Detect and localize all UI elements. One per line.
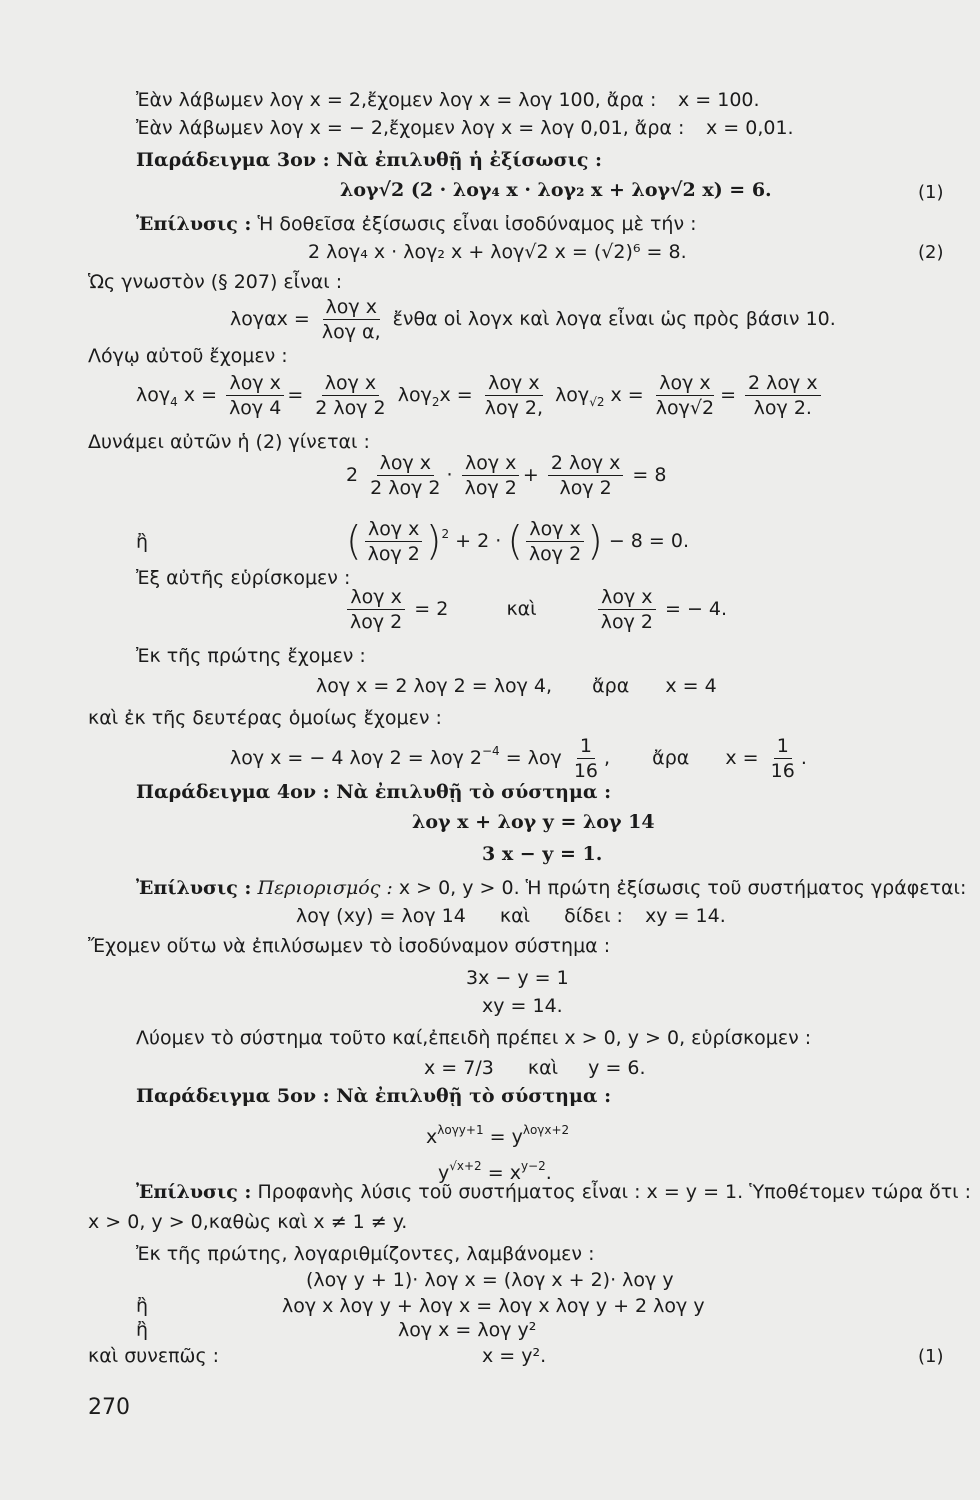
exponent: λογx+2: [522, 1123, 570, 1137]
statement: x > 0, y > 0,καθὼς καὶ x ≠ 1 ≠ y.: [88, 1211, 408, 1233]
equation: [230, 294, 836, 344]
numerator: λογ x: [347, 586, 404, 610]
numerator: λογ x: [323, 296, 380, 320]
conjunction: καὶ: [527, 1057, 559, 1079]
conjunction: ἢ: [136, 531, 149, 553]
statement: Λόγῳ αὐτοῦ ἔχομεν :: [88, 345, 288, 367]
equation-text: (λογ y + 1)· λογ x = (λογ x + 2)· λογ y: [306, 1269, 674, 1291]
equation-number: [918, 242, 944, 263]
result-value: x = 100.: [678, 89, 760, 111]
base: y: [438, 1162, 450, 1184]
statement: Ἐὰν λάβωμεν λογ x = − 2,ἔχομεν λογ x = λογ 0,01, ἄρα :: [136, 117, 685, 139]
equation: [344, 584, 727, 634]
statement: Ἐὰν λάβωμεν λογ x = 2,ἔχομεν λογ x = λογ 100, ἄρα :: [136, 89, 657, 111]
base: x: [426, 1126, 438, 1148]
exponent: y−2: [520, 1159, 546, 1173]
equation-number-text: (1): [918, 1346, 944, 1367]
text-line: [88, 1344, 219, 1368]
text-line: [136, 88, 656, 112]
equation-text: = x: [487, 1162, 521, 1184]
conjunction: ἄρα: [592, 675, 630, 697]
denominator: λογ 2: [464, 477, 517, 499]
heading-text: Παράδειγμα 3ον : Νὰ ἐπιλυθῇ ἡ ἐξίσωσις :: [136, 149, 603, 171]
equation-text: λογ x = 2 λογ 2 = λογ 4,: [316, 675, 553, 697]
solution-label: Ἐπίλυσις :: [136, 1181, 252, 1203]
conjunction: καὶ: [499, 905, 531, 927]
text-line: [136, 1026, 811, 1050]
denominator: 2 λογ 2: [315, 397, 386, 419]
fraction: [365, 518, 423, 565]
log2-label: λογ$_2$x =: [397, 384, 473, 409]
equation-text: 3 x − y = 1.: [482, 843, 603, 865]
text-line: [88, 934, 610, 958]
exponent: λογy+1: [437, 1123, 484, 1137]
fraction: [526, 518, 584, 565]
equation: [340, 178, 772, 202]
fraction: [768, 735, 798, 782]
equation: [424, 1056, 646, 1080]
text-line: [136, 644, 366, 668]
exponent: −4: [481, 744, 500, 758]
equation: [282, 1294, 705, 1318]
equation: [426, 1118, 569, 1149]
fraction: [312, 372, 388, 419]
paren-open: (: [507, 518, 523, 565]
text-line: [136, 1180, 971, 1204]
equation: [466, 966, 569, 990]
equation-text: x = 7/3: [424, 1057, 494, 1079]
fraction: [462, 452, 520, 499]
denominator: 16: [573, 760, 599, 782]
numerator: λογ x: [485, 372, 542, 396]
result-value: x = 0,01.: [706, 117, 794, 139]
text-line: [136, 876, 966, 900]
text-line: [136, 1242, 594, 1266]
equation-text: = λογ: [505, 747, 562, 769]
equation: λογ x = − 4 λογ 2 = λογ $2^{-4} = \lambda o\gamma$ $\frac{1}{16}$ , ἄρα x = $\frac{1}{16}$ .: [230, 735, 807, 782]
equation: [412, 810, 655, 834]
equation-text: xy = 14.: [482, 995, 563, 1017]
example-heading: [136, 780, 611, 804]
numerator: 2 λογ x: [745, 372, 821, 396]
fraction: [745, 372, 821, 419]
paren-close: ): [587, 518, 603, 565]
equation: [296, 904, 726, 928]
equation-text: λογ√2 (2 · λογ₄ x · λογ₂ x + λογ√2 x) = 6.: [340, 179, 772, 201]
equation: [316, 674, 717, 698]
equation-text: 2 λογ₄ x · λογ₂ x + λογ√2 x = (√2)⁶ = 8.: [308, 241, 687, 263]
denominator: 2 λογ 2: [370, 477, 441, 499]
text-line: [136, 566, 350, 590]
exponent: √x+2: [449, 1159, 482, 1173]
fraction: [367, 452, 443, 499]
denominator: λογ 2: [367, 543, 420, 565]
solution-label: Ἐπίλυσις :: [136, 213, 252, 235]
page-number-text: 270: [88, 1395, 130, 1420]
denominator: λογ 2: [559, 477, 612, 499]
conjunction: δίδει :: [564, 905, 623, 927]
equation: [306, 1268, 674, 1292]
equation-text: x = y².: [482, 1345, 547, 1367]
equation-text: λογ x = − 4 λογ 2 = λογ 2: [230, 747, 482, 769]
conjunction: καὶ: [506, 598, 537, 620]
equation-rhs: = 8: [632, 464, 667, 486]
statement: Ὡς γνωστὸν (§ 207) εἶναι :: [88, 271, 343, 293]
or-word: [136, 1318, 148, 1342]
equation: [308, 240, 687, 264]
fraction: [482, 372, 546, 419]
text-line: [88, 270, 342, 294]
equation-rhs: = 2: [414, 598, 449, 620]
denominator: λογ 2,: [484, 397, 544, 419]
statement: Ἔχομεν οὕτω νὰ ἐπιλύσωμεν τὸ ἰσοδύναμον σύστημα :: [88, 935, 611, 957]
numerator: λογ x: [526, 518, 583, 542]
equation: [398, 1318, 536, 1342]
equation: ( $\frac{\text{λογ x}}{\text{λογ 2}}$ )$^2$ + 2 · ( $\frac{\text{λογ x}}{\text{λογ 2}}$ ) − 8 = 0.: [346, 518, 690, 565]
equation: λογ$_4$ x = $\frac{\text{λογ x}}{\text{λογ 4}}$ = $\frac{\text{λογ x}}{\text{2 λογ 2}}$ λογ$_2$x = $\frac{\text{λογ x}}{\text{λογ 2,}}$ λογ$_{√2}$ x = $\frac{\text{λογ x}}{\text{λογ√2}}$ = $\frac{\text{2 λογ x}}{\text{λογ 2.}}$: [136, 370, 824, 427]
solution-text: Προφανὴς λύσις τοῦ συστήματος εἶναι : x = y = 1. Ὑποθέτομεν τώρα ὅτι :: [257, 1181, 972, 1203]
result: [678, 88, 760, 112]
equation: [482, 842, 602, 866]
fraction: [319, 296, 384, 343]
solution-text: x > 0, y > 0. Ἡ πρώτη ἐξίσωσις τοῦ συστήματος γράφεται:: [398, 877, 967, 899]
text-line: [88, 1210, 407, 1234]
fraction: [571, 735, 601, 782]
equation-text: λογ (xy) = λογ 14: [296, 905, 466, 927]
numerator: λογ x: [656, 372, 713, 396]
fraction: [347, 586, 405, 633]
paren-close: ): [425, 518, 442, 565]
numerator: λογ x: [365, 518, 422, 542]
solution-text: Ἡ δοθεῖσα ἐξίσωσις εἶναι ἰσοδύναμος μὲ τήν :: [257, 213, 697, 235]
numerator: λογ x: [462, 452, 519, 476]
equation-text: λογ x = λογ y²: [398, 1319, 537, 1341]
conjunction: ἢ: [136, 1295, 149, 1317]
denominator: λογ 2: [350, 611, 403, 633]
statement: Δυνάμει αὐτῶν ἡ (2) γίνεται :: [88, 431, 370, 453]
conjunction: ἢ: [136, 1319, 149, 1341]
denominator: λογ√2: [655, 397, 715, 419]
example-heading: [136, 1084, 611, 1108]
formula-lhs: λογαx =: [230, 308, 310, 330]
equation-number-text: (2): [918, 242, 944, 263]
text-line: [88, 344, 288, 368]
fraction: [598, 586, 656, 633]
page-number: [88, 1394, 130, 1422]
text-line: [136, 116, 684, 140]
equation-result: x = 4: [665, 675, 717, 697]
denominator: λογ 4: [229, 397, 282, 419]
denominator: λογ α,: [321, 321, 381, 343]
numerator: 1: [774, 735, 792, 759]
equation-text: 3x − y = 1: [466, 967, 569, 989]
numerator: λογ x: [377, 452, 434, 476]
or-word: [136, 1294, 148, 1318]
numerator: 2 λογ x: [548, 452, 624, 476]
denominator: 16: [770, 760, 795, 782]
text-line: [136, 212, 697, 236]
statement: Ἐξ αὐτῆς εὑρίσκομεν :: [136, 567, 351, 589]
equation-number: [918, 1346, 944, 1367]
paren-open: (: [346, 518, 362, 565]
equation-text: x =: [725, 747, 759, 769]
fraction: [653, 372, 717, 419]
conjunction: ἄρα: [652, 747, 690, 769]
statement: Ἐκ τῆς πρώτης ἔχομεν :: [136, 645, 366, 667]
equation-text: = y: [489, 1126, 523, 1148]
solution-label: Ἐπίλυσις :: [136, 877, 252, 899]
statement: καὶ συνεπῶς :: [88, 1345, 220, 1367]
or-word: [136, 530, 148, 554]
numerator: λογ x: [598, 586, 655, 610]
equation: 2 $\frac{\text{λογ x}}{\text{2 λογ 2}}$ · $\frac{\text{λογ x}}{\text{λογ 2}}$ + $\frac{\text{2 λογ x}}{\text{λογ 2}}$ = 8: [346, 452, 667, 499]
denominator: λογ 2.: [753, 397, 812, 419]
result: [706, 116, 794, 140]
numerator: λογ x: [322, 372, 379, 396]
heading-text: Παράδειγμα 5ον : Νὰ ἐπιλυθῇ τὸ σύστημα :: [136, 1085, 612, 1107]
equation-result: y = 6.: [588, 1057, 646, 1079]
example-heading: [136, 148, 602, 172]
equation-text: λογ x λογ y + λογ x = λογ x λογ y + 2 λογ y: [282, 1295, 705, 1317]
text-line: [88, 430, 370, 454]
numerator: λογ x: [226, 372, 283, 396]
formula-note: ἔνθα οἱ λογx καὶ λογα εἶναι ὡς πρὸς βάσιν 10.: [392, 308, 836, 330]
equation: $y^{√x+2} = x^{y-2}$.: [438, 1159, 552, 1184]
fraction: [548, 452, 624, 499]
log4-label: λογ$_4$ x =: [136, 384, 218, 409]
statement: Λύομεν τὸ σύστημα τοῦτο καί,ἐπειδὴ πρέπει x > 0, y > 0, εὑρίσκομεν :: [136, 1027, 812, 1049]
equation-number: [918, 182, 944, 203]
equation-rhs: − 8 = 0.: [608, 530, 690, 552]
equation: [482, 1344, 546, 1368]
denominator: λογ 2: [600, 611, 653, 633]
log-sqrt2-label: λογ$_{√2}$ x =: [555, 384, 644, 409]
equation-result: xy = 14.: [645, 905, 726, 927]
equation-text: λογ x + λογ y = λογ 14: [412, 811, 655, 833]
statement: Ἐκ τῆς πρώτης, λογαριθμίζοντες, λαμβάνομεν :: [136, 1243, 595, 1265]
numerator: 1: [577, 735, 595, 759]
restriction-label: Περιορισμός :: [257, 877, 393, 899]
equation-rhs: = − 4.: [665, 598, 728, 620]
equation-number-text: (1): [918, 182, 944, 203]
denominator: λογ 2: [528, 543, 582, 565]
heading-text: Παράδειγμα 4ον : Νὰ ἐπιλυθῇ τὸ σύστημα :: [136, 781, 612, 803]
fraction: [226, 372, 284, 419]
statement: καὶ ἐκ τῆς δευτέρας ὁμοίως ἔχομεν :: [88, 707, 442, 729]
equation: [482, 994, 563, 1018]
